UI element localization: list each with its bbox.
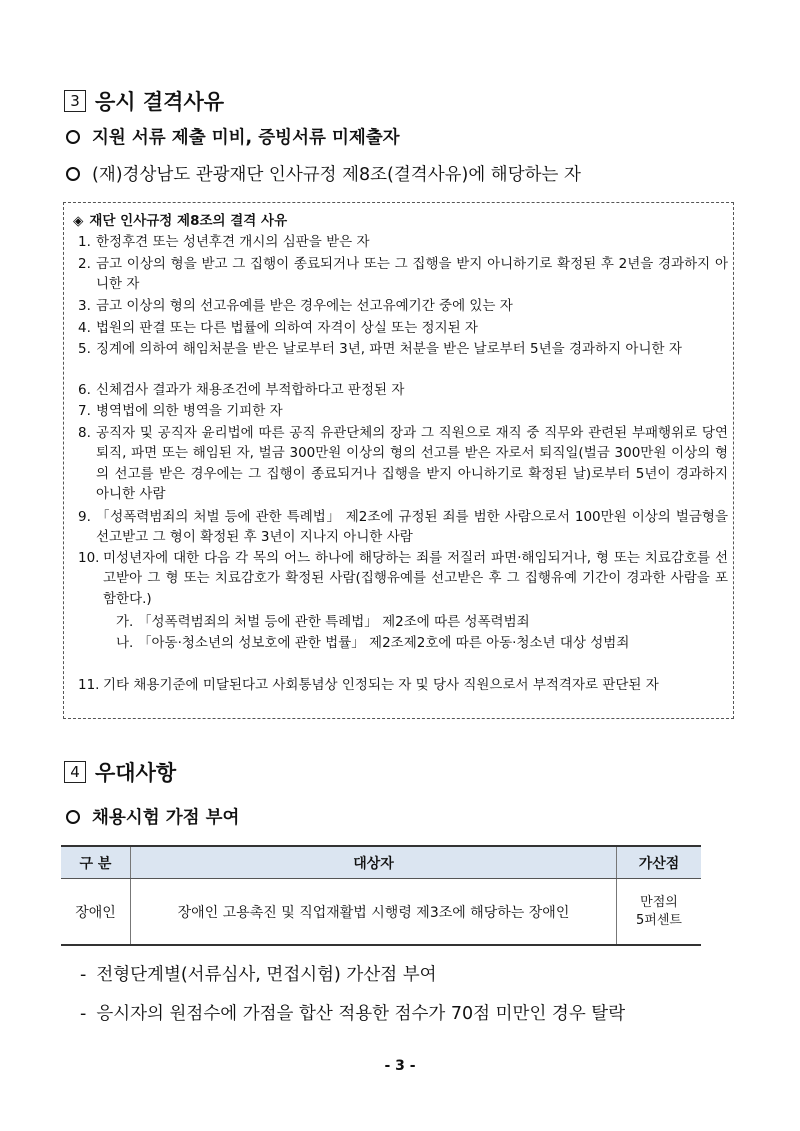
- item-number: 9.: [78, 509, 91, 525]
- note-2: [80, 1000, 625, 1025]
- table-row: [61, 879, 701, 946]
- item-text: 공직자 및 공직자 윤리법에 따른 공직 유관단체의 장과 그 직원으로 재직 중 직무와 관련된 부패행위로 당연퇴직, 파면 또는 해임된 자, 벌금 300만원 이상의 형의 선고를 받은 자로서 퇴직일(벌금 300만원 이상의 형의 선고를 받은 경우에는 그 집행이 종료되거나 집행을 받지 아니하기로 확정된 날)로부터 5년이 경과하지 아니한 사람: [96, 425, 728, 503]
- circle-bullet-icon: [66, 810, 80, 824]
- list-item: [78, 423, 728, 505]
- bullet-text: 지원 서류 제출 미비, 증빙서류 미제출자: [92, 128, 400, 148]
- section-4-heading: [64, 757, 176, 787]
- section-4-bullet: [66, 804, 239, 829]
- header-target: 대상자: [131, 846, 617, 879]
- item-text: 병역법에 의한 병역을 기피한 자: [96, 403, 283, 419]
- item-number: 1.: [78, 234, 91, 250]
- item-text: 신체검사 결과가 채용조건에 부적합하다고 판정된 자: [96, 382, 405, 398]
- sub-item-letter: 나.: [116, 635, 134, 651]
- bullet-text: 채용시험 가점 부여: [92, 808, 240, 828]
- item-number: 8.: [78, 425, 91, 441]
- sub-list-item: [100, 633, 728, 653]
- item-text: 징계에 의하여 해임처분을 받은 날로부터 3년, 파면 처분을 받은 날로부터 5년을 경과하지 아니한 자: [96, 341, 682, 357]
- item-number: 3.: [78, 298, 91, 314]
- section-3-title: 응시 결격사유: [95, 90, 225, 114]
- page-number: - 3 -: [384, 1058, 416, 1074]
- list-item: [78, 380, 728, 400]
- sub-item-text: 「성폭력범죄의 처벌 등에 관한 특례법」 제2조에 따른 성폭력범죄: [138, 614, 530, 630]
- item-text: 「성폭력범죄의 처벌 등에 관한 특례법」 제2조에 규정된 죄를 범한 사람으로서 100만원 이상의 벌금형을 선고받고 그 형이 확정된 후 3년이 지나지 아니한 사람: [96, 509, 728, 546]
- section-3-number: 3: [64, 90, 86, 112]
- item-text: 금고 이상의 형을 받고 그 집행이 종료되거나 또는 그 집행을 받지 아니하기로 확정된 후 2년을 경과하지 아니한 자: [96, 256, 728, 293]
- item-text: 법원의 판결 또는 다른 법률에 의하여 자격이 상실 또는 정지된 자: [96, 320, 478, 336]
- list-item: [78, 254, 728, 295]
- section-4-number: 4: [64, 761, 86, 783]
- dash-marker: -: [80, 965, 87, 985]
- item-text: 금고 이상의 형의 선고유예를 받은 경우에는 선고유예기간 중에 있는 자: [96, 298, 513, 314]
- note-1: [80, 961, 437, 986]
- section-3-bullet-1: [66, 124, 400, 149]
- list-item: [78, 675, 728, 695]
- cell-points: [617, 879, 702, 946]
- preference-table: [61, 845, 701, 946]
- item-number: 2.: [78, 256, 91, 272]
- diamond-icon: ◈: [73, 213, 84, 229]
- table-header-row: [61, 846, 701, 879]
- sub-item-letter: 가.: [116, 614, 134, 630]
- item-number: 7.: [78, 403, 91, 419]
- section-3-bullet-2: [66, 161, 581, 186]
- item-number: 11.: [78, 677, 100, 693]
- sub-item-text: 「아동·청소년의 성보호에 관한 법률」 제2조제2호에 따른 아동·청소년 대상 성범죄: [138, 635, 630, 651]
- list-item: [78, 232, 728, 252]
- list-item: [78, 401, 728, 421]
- note-text: 응시자의 원점수에 가점을 합산 적용한 점수가 70점 미만인 경우 탈락: [96, 1004, 626, 1024]
- item-number: 5.: [78, 341, 91, 357]
- item-number: 4.: [78, 320, 91, 336]
- item-text: 미성년자에 대한 다음 각 목의 어느 하나에 해당하는 죄를 저질러 파면·해임되거나, 형 또는 치료감호를 선고받아 그 형 또는 치료감호가 확정된 사람(집행유예를 선고받은 후 그 집행유예 기간이 경과한 사람을 포함한다.): [103, 550, 728, 607]
- item-number: 10.: [78, 550, 100, 566]
- section-4-title: 우대사항: [95, 761, 177, 785]
- list-item: [78, 507, 728, 548]
- dash-marker: -: [80, 1004, 87, 1024]
- header-points: 가산점: [617, 846, 702, 879]
- item-text: 기타 채용기준에 미달된다고 사회통념상 인정되는 자 및 당사 직원으로서 부적격자로 판단된 자: [103, 677, 659, 693]
- cell-target: 장애인 고용촉진 및 직업재활법 시행령 제3조에 해당하는 장애인: [131, 879, 617, 946]
- section-3-heading: [64, 86, 224, 116]
- points-line-2: 5퍼센트: [636, 912, 682, 928]
- bullet-text: (재)경상남도 관광재단 인사규정 제8조(결격사유)에 해당하는 자: [92, 165, 581, 185]
- item-text: 한정후견 또는 성년후견 개시의 심판을 받은 자: [96, 234, 370, 250]
- item-number: 6.: [78, 382, 91, 398]
- circle-bullet-icon: [66, 167, 80, 181]
- list-item: [78, 339, 728, 359]
- list-item: [78, 296, 728, 316]
- points-line-1: 만점의: [640, 894, 678, 910]
- circle-bullet-icon: [66, 130, 80, 144]
- box-title-text: 재단 인사규정 제8조의 결격 사유: [89, 213, 288, 229]
- sub-list-item: [100, 612, 728, 632]
- list-item: [78, 548, 728, 609]
- note-text: 전형단계별(서류심사, 면접시험) 가산점 부여: [96, 965, 437, 985]
- header-category: 구 분: [61, 846, 131, 879]
- box-title: [73, 209, 287, 229]
- list-item: [78, 318, 728, 338]
- cell-category: 장애인: [61, 879, 131, 946]
